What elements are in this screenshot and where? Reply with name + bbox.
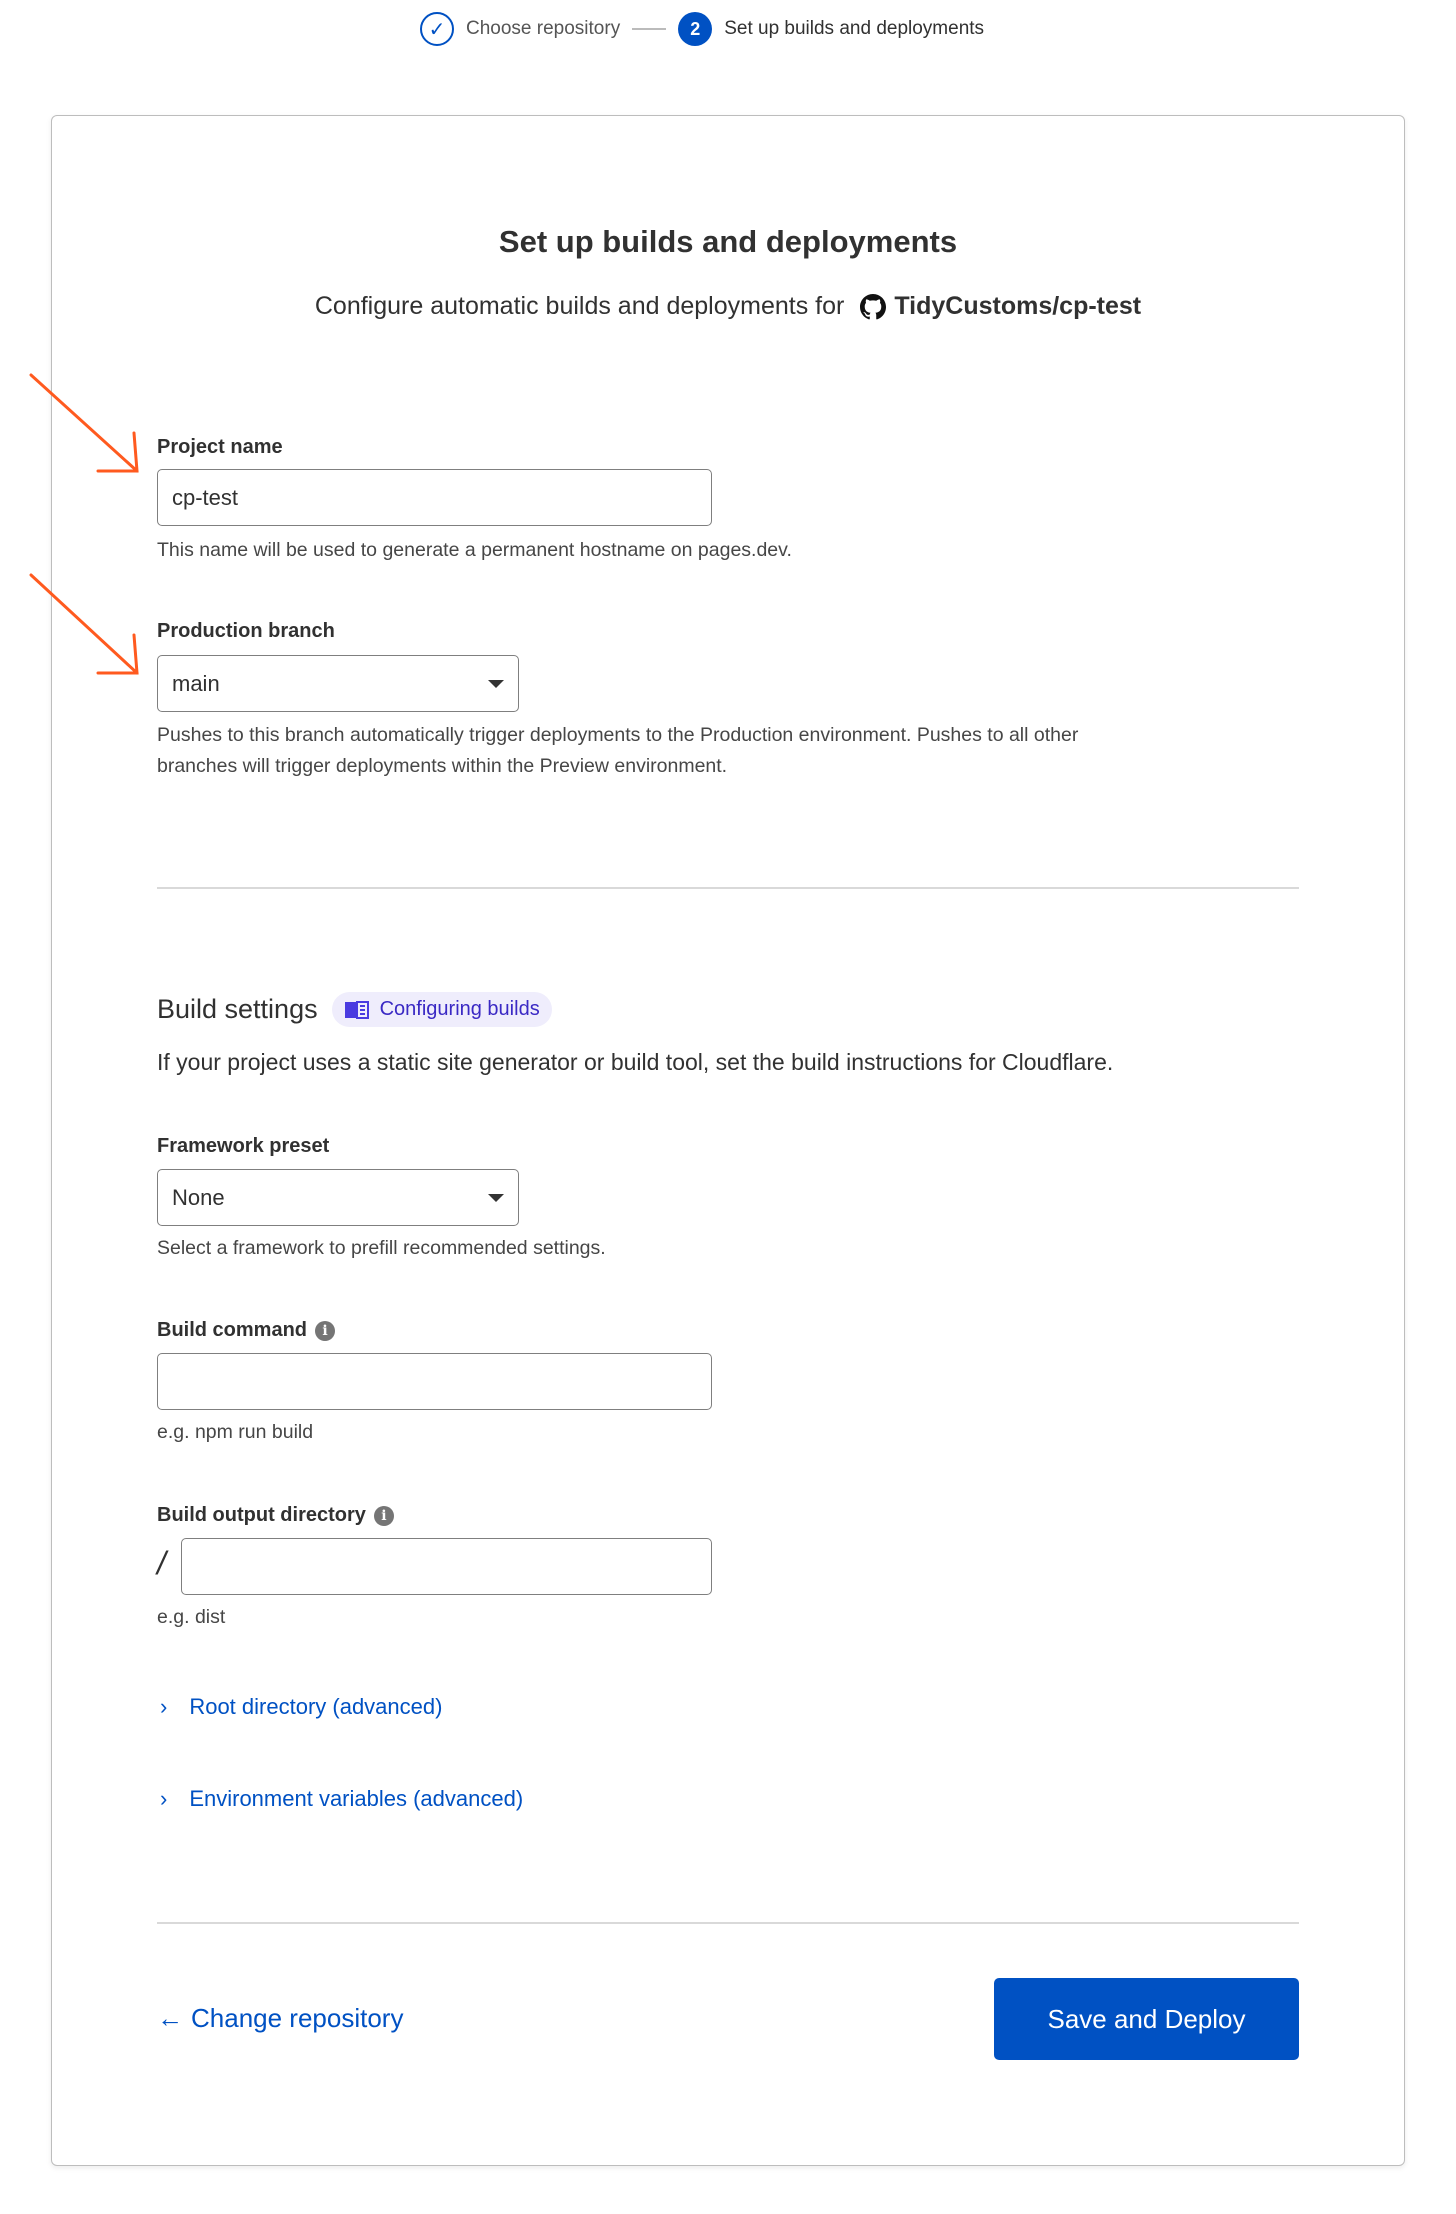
environment-variables-toggle[interactable] <box>160 1786 523 1812</box>
production-branch-help <box>157 720 1078 782</box>
path-prefix: / <box>157 1545 166 1581</box>
help-line: branches will trigger deployments within the Preview environment. <box>157 755 728 777</box>
book-icon <box>344 1000 370 1020</box>
configuring-builds-link[interactable] <box>332 992 552 1027</box>
chevron-right-icon: › <box>160 1786 168 1811</box>
divider <box>157 1922 1299 1924</box>
build-output-input[interactable] <box>181 1538 712 1595</box>
toggle-label: Root directory (advanced) <box>189 1694 443 1719</box>
info-icon[interactable]: i <box>374 1506 394 1526</box>
framework-preset-value: None <box>172 1184 225 1210</box>
build-settings-description: If your project uses a static site generator or build tool, set the build instructions for Cloudflare. <box>157 1049 1114 1075</box>
github-icon <box>860 294 886 320</box>
project-name-help: This name will be used to generate a permanent hostname on pages.dev. <box>157 539 792 561</box>
annotation-arrows <box>0 0 160 700</box>
build-settings-title: Build settings <box>157 994 318 1024</box>
build-command-label <box>157 1319 335 1342</box>
change-repository-link[interactable] <box>157 2003 403 2034</box>
root-directory-toggle[interactable] <box>160 1694 442 1720</box>
build-command-help: e.g. npm run build <box>157 1421 314 1443</box>
link-label: Change repository <box>191 2003 404 2033</box>
step-setup-builds: Set up builds and deployments <box>724 18 985 39</box>
subtitle-text: Configure automatic builds and deployments for <box>314 292 845 320</box>
build-command-input[interactable] <box>157 1353 712 1410</box>
arrow-left-icon: ← <box>157 2003 183 2033</box>
chevron-down-icon <box>488 680 504 688</box>
page-subtitle <box>0 292 1456 321</box>
step-choose-repository: Choose repository <box>466 18 621 39</box>
badge-label: Configuring builds <box>379 998 540 1020</box>
framework-preset-select[interactable] <box>157 1169 519 1226</box>
framework-preset-label: Framework preset <box>157 1135 330 1157</box>
build-settings-header <box>157 992 552 1027</box>
page-title: Set up builds and deployments <box>498 224 958 259</box>
step-number: 2 <box>678 12 712 46</box>
project-name-label: Project name <box>157 436 283 458</box>
label-text: Build command <box>157 1319 308 1341</box>
info-icon[interactable]: i <box>315 1321 335 1341</box>
project-name-value: cp-test <box>172 484 239 510</box>
production-branch-value: main <box>172 670 220 696</box>
save-and-deploy-button[interactable]: Save and Deploy <box>994 1978 1299 2060</box>
project-name-input[interactable] <box>157 469 712 526</box>
divider <box>157 887 1299 889</box>
production-branch-select[interactable] <box>157 655 519 712</box>
label-text: Build output directory <box>157 1504 366 1526</box>
build-output-help: e.g. dist <box>157 1606 226 1628</box>
framework-preset-help: Select a framework to prefill recommended settings. <box>157 1237 606 1259</box>
arrow-icon <box>31 575 137 673</box>
stepper <box>420 12 984 46</box>
chevron-down-icon <box>488 1194 504 1202</box>
help-line: Pushes to this branch automatically trigger deployments to the Production environment. Pushes to all other <box>157 724 1079 746</box>
toggle-label: Environment variables (advanced) <box>189 1786 524 1811</box>
step-connector <box>632 28 666 30</box>
build-output-label <box>157 1504 394 1527</box>
production-branch-label: Production branch <box>157 620 335 642</box>
repo-name: TidyCustoms/cp-test <box>894 292 1142 320</box>
check-icon: ✓ <box>420 12 454 46</box>
arrow-icon <box>31 375 137 471</box>
chevron-right-icon: › <box>160 1694 168 1719</box>
